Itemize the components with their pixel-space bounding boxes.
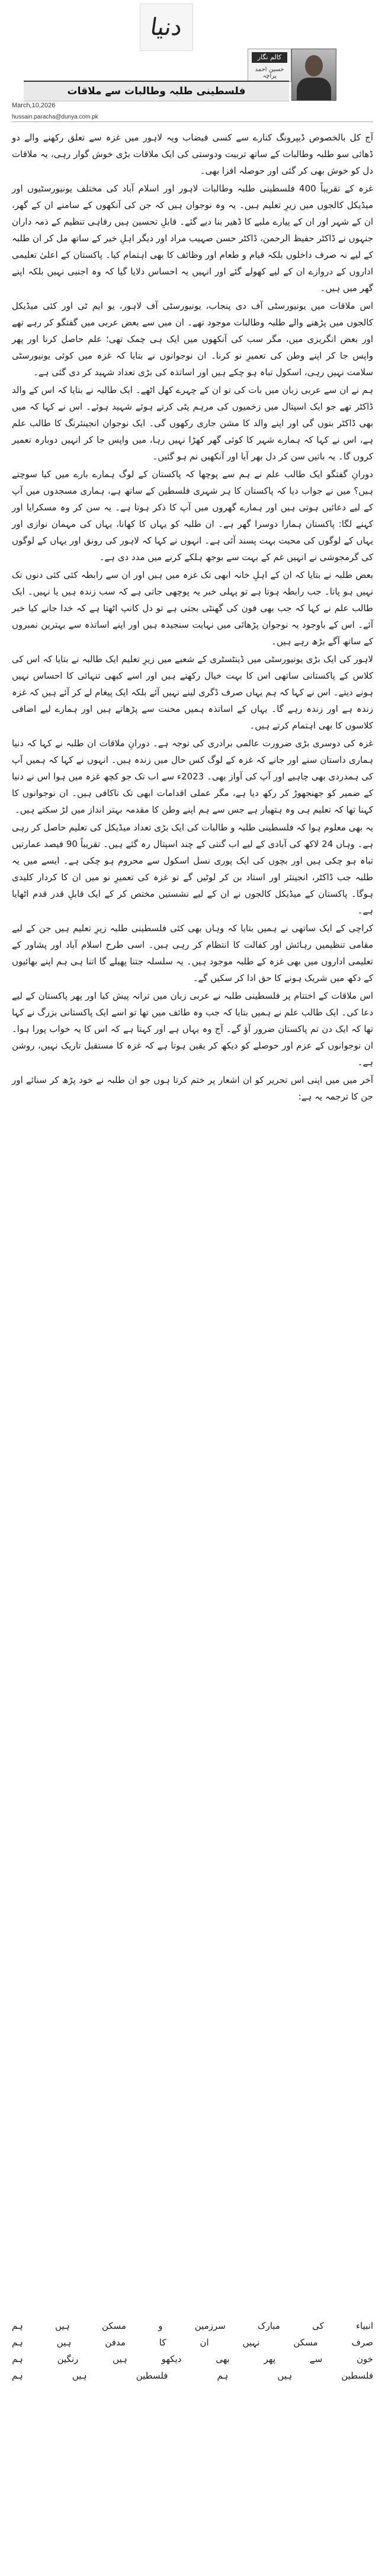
column-headline: فلسطینی طلبہ وطالبات سے ملاقات [24, 81, 289, 101]
verse-word: نہیں [242, 2337, 260, 2348]
verse-word: ہیں [113, 2354, 127, 2364]
paragraph: دورانِ گفتگو ایک طالب علم نے ہم سے پوچھا کہ پاکستان کے لوگ ہمارے بارے میں کیا سوچتے ہیں؟ میں نے جواب دیا کہ پاکستان کا ہر شہری فلسطین کے ساتھ ہے، ہماری مسجدوں میں آپ کے لیے دعائیں ہوتی ہیں اور ہمارے گھروں میں آپ کا ذکر ہوتا ہے۔ یہ سن کر وہ مسکرایا اور کہنے لگا: پاکستان ہمارا دوسرا گھر ہے۔ ان طلبہ کو یہاں کا کھانا، یہاں کی مہمان نوازی اور یہاں کے لوگوں کی محبت بہت پسند آئی ہے۔ انہوں نے کہا کہ لاہور کی رونق اور یہاں کے لوگوں کی گرمجوشی نے انہیں غم کے بہت سے بوجھ ہلکے کرنے میں مدد دی ہے۔ [12, 469, 373, 562]
verse-row [12, 2351, 373, 2367]
verse-word: ہیں [277, 2370, 293, 2381]
verse-word: فلسطین [136, 2370, 168, 2381]
paragraph: غزہ کے تقریباً 400 فلسطینی طلبہ وطالبات لاہور اور اسلام آباد کی مختلف یونیورسٹیوں اور میڈیکل کالجوں میں زیرِ تعلیم ہیں۔ یہ وہ نوجوان ہیں کہ جن کی آنکھوں کے سامنے ان کے گھر، ان کے شہر اور ان کے پیارے ملبے کا ڈھیر بنا دیے گئے۔ قابلِ تحسین ہیں رفاہی تنظیم کے ذمہ داران جنہوں نے ڈاکٹر حفیظ الرحمن، ڈاکٹر حسن صہیب مراد اور دیگر اہلِ خیر کے ساتھ مل کر ان طلبہ کے لیے نہ صرف داخلوں بلکہ قیام و طعام اور وظائف کا بھی اہتمام کیا۔ پاکستان کے اعلیٰ تعلیمی اداروں کے دروازے ان کے لیے کھولے گئے اور انہیں یہ احساس دلایا گیا کہ وہ اجنبی نہیں بلکہ اپنے گھر میں ہیں۔ [12, 183, 373, 293]
paragraph: آج کل بالخصوص ڈیپرونگ کنارے سے کسی فیضاب ویہ لاہور میں غزہ سے تعلق رکھنے والے دو ڈھائی سو طلبہ وطالبات کے ساتھ تربیت ودوستی کی ایک ملاقات بڑی خوش گوار رہی، یہ ملاقات دل کو خوش بھی کر گئی اور حوصلہ افزا بھی۔ [12, 132, 373, 176]
verse-word: ہم [12, 2354, 23, 2364]
paragraph: لاہور کی ایک بڑی یونیورسٹی میں ڈینٹسٹری کے شعبے میں زیرِ تعلیم ایک طالبہ نے بتایا کہ اس کی کلاس کے پاکستانی ساتھی اس کا بہت خیال رکھتے ہیں اور اسے کبھی تنہائی کا احساس نہیں ہونے دیتے۔ اس نے کہا کہ ہم یہاں صرف ڈگری لینے نہیں آئے بلکہ ایک پیغام لے کر آئے ہیں کہ غزہ زندہ ہے اور زندہ رہے گا۔ یہاں کے اساتذہ ہمیں محنت سے پڑھاتے ہیں اور ہمارے لیے اضافی کلاسوں کا بھی اہتمام کرتے ہیں۔ [12, 654, 373, 731]
paragraph: یہ بھی معلوم ہوا کہ فلسطینی طلبہ و طالبات کی ایک بڑی تعداد میڈیکل کی تعلیم حاصل کر رہی ہے۔ وہاں 24 لاکھ کی آبادی کے لیے اب گنتی کے چند اسپتال رہ گئے ہیں۔ تقریباً 90 فیصد عمارتیں تباہ ہو چکی ہیں اور بچوں کی ایک پوری نسل اسکول سے محروم ہو چکی ہے۔ ایسے میں یہ طلبہ جب ڈاکٹر، انجینئر اور استاد بن کر لوٹیں گے تو غزہ کی تعمیرِ نو میں ان کا کردار کلیدی ہوگا۔ پاکستان کے میڈیکل کالجوں نے ان کے لیے نشستیں مختص کر کے ایک قابلِ قدر قدم اٹھایا ہے۔ [12, 822, 374, 916]
publish-date: March,10,2026 [12, 102, 56, 109]
verse-word: انبیاء [355, 2321, 373, 2331]
verse-word: پھر [264, 2354, 275, 2364]
verse-word: ہم [217, 2370, 229, 2381]
paragraph: آخر میں میں اپنی اس تحریر کو ان اشعار پر ختم کرتا ہوں جو ان طلبہ نے خود پڑھ کر سنائے اور جن کا ترجمہ یہ ہے: [12, 1075, 373, 1102]
verse-word: کا [159, 2337, 166, 2348]
verse-word: ان [200, 2337, 209, 2348]
paragraph: اس ملاقات کے اختتام پر فلسطینی طلبہ نے عربی زبان میں ترانہ پیش کیا اور پھر پاکستان کے لیے دعا کی۔ ایک طالب علم نے ہمیں بتایا کہ جب وہ طائف میں تھا تو اسے ایک پاکستانی بزرگ نے کہا تھا کہ ایک دن تم پاکستان ضرور آؤ گے۔ آج وہ یہاں ہے اور کہتا ہے کہ اس کا یہ خواب پورا ہوا۔ ان نوجوانوں کے عزم اور حوصلے کو دیکھ کر یقین ہوتا ہے کہ غزہ کا مستقبل تاریک نہیں، روشن ہے۔ [12, 990, 373, 1068]
article-body [12, 129, 373, 1106]
verse-word: دیکھو [161, 2354, 182, 2364]
verse-word: مسکن [101, 2321, 127, 2331]
verse-word: ہم [12, 2337, 23, 2348]
columnist-portrait [291, 49, 336, 101]
newspaper-logo [140, 4, 193, 51]
verse-word: سے [309, 2354, 323, 2364]
verse-row [12, 2318, 373, 2334]
columnist-name: حسین احمد پراچہ [255, 66, 284, 79]
verse-word: فلسطین [341, 2370, 373, 2381]
columnist-badge-box [248, 49, 291, 82]
verse-word: سرزمین [194, 2321, 226, 2331]
verse-row [12, 2334, 373, 2351]
verse-word: خون [356, 2354, 373, 2364]
verse-word: ہیں [72, 2370, 87, 2381]
verse-word: ہم [12, 2370, 23, 2381]
columnist-email: hussain.paracha@dunya.com.pk [12, 114, 373, 122]
closing-verses [12, 2318, 373, 2384]
verse-word: مبارک [258, 2321, 280, 2331]
verse-word: کی [312, 2321, 324, 2331]
verse-row [12, 2367, 373, 2384]
paragraph: بعض طلبہ نے بتایا کہ ان کے اہلِ خانہ ابھی تک غزہ میں ہیں اور ان سے رابطہ کئی کئی دنوں تک نہیں ہو پاتا۔ جب رابطہ ہوتا ہے تو پہلی خبر یہ پوچھی جاتی ہے کہ سب زندہ ہیں یا نہیں۔ ایک طالب علم نے کہا کہ جب بھی فون کی گھنٹی بجتی ہے تو دل کانپ اٹھتا ہے کہ خدا جانے کیا خبر آئے۔ اس کے باوجود یہ نوجوان پڑھائی میں نہایت سنجیدہ ہیں اور اپنے اساتذہ سے بہترین نمبروں کے ساتھ آگے بڑھ رہے ہیں۔ [12, 570, 373, 647]
verse-word: ہیں [56, 2337, 72, 2348]
verse-word: صرف [351, 2337, 373, 2348]
verse-word: مسکن [293, 2337, 318, 2348]
logo-text: دنیا [149, 14, 184, 41]
verse-word: رنگین [57, 2354, 79, 2364]
paragraph: غزہ کی دوسری بڑی ضرورت عالمی برادری کی توجہ ہے۔ دورانِ ملاقات ان طلبہ نے کہا کہ دنیا ہماری داستان سنے اور جانے کہ غزہ کے لوگ کس حال میں زندہ ہیں۔ انہوں نے کہا کہ ہمیں آپ کی ہمدردی بھی چاہیے اور آپ کی آواز بھی۔ 2023ء سے اب تک جو کچھ غزہ میں ہوا اس نے دنیا کے ضمیر کو جھنجھوڑ کر رکھ دیا ہے، مگر عملی اقدامات ابھی تک ناکافی ہیں۔ ان نوجوانوں کا کہنا تھا کہ تعلیم ہی وہ ہتھیار ہے جس سے ہم اپنے وطن کا مقدمہ بہتر انداز میں لڑ سکتے ہیں۔ [12, 738, 374, 815]
verse-word: ہیں [55, 2321, 70, 2331]
paragraph: ہم نے ان سے عربی زبان میں بات کی تو ان کے چہرے کھل اٹھے۔ ایک طالبہ نے بتایا کہ اس کے والد ڈاکٹر تھے جو ایک اسپتال میں زخمیوں کی مرہم پٹی کرتے ہوئے شہید ہوئے۔ اس نے کہا کہ میں بھی ڈاکٹر بنوں گی اور اپنے والد کا مشن جاری رکھوں گی۔ ایک نوجوان انجینئرنگ کا طالب علم ہے، اس نے کہا کہ ہمارے شہر کا کوئی گھر کھڑا نہیں رہا، میں واپس جا کر انہیں دوبارہ تعمیر کروں گا۔ یہ باتیں سن کر دل بھر آیا اور آنکھیں نم ہو گئیں۔ [12, 385, 373, 462]
columnist-badge: کالم نگار [252, 52, 287, 63]
paragraph: اس ملاقات میں یونیورسٹی آف دی پنجاب، یونیورسٹی آف لاہور، یو ایم ٹی اور کئی میڈیکل کالجوں میں پڑھنے والے طلبہ وطالبات موجود تھے۔ ان میں سے بعض عربی میں گفتگو کر رہے تھے اور بعض انگریزی میں، مگر سب کی آنکھوں میں ایک ہی چمک تھی؛ علم حاصل کرنا اور پھر واپس جا کر اپنے وطن کی تعمیرِ نو کرنا۔ ان نوجوانوں نے بتایا کہ غزہ میں کوئی یونیورسٹی سلامت نہیں رہی، اسکول تباہ ہو چکے ہیں اور اساتذہ کی بڑی تعداد شہید کر دی گئی ہے۔ [12, 301, 373, 378]
masthead [0, 0, 385, 120]
verse-word: و [158, 2321, 163, 2331]
verse-word: مدفن [105, 2337, 126, 2348]
verse-word: بھی [216, 2354, 230, 2364]
paragraph: کراچی کے ایک ساتھی نے ہمیں بتایا کہ وہاں بھی کئی فلسطینی طلبہ زیرِ تعلیم ہیں جن کے لیے مقامی تنظیمیں رہائش اور کفالت کا انتظام کر رہی ہیں۔ اسی طرح اسلام آباد اور پشاور کے تعلیمی اداروں میں بھی غزہ کے طلبہ موجود ہیں۔ یہ سلسلہ جتنا پھیلے گا اتنا ہی ہم اپنے بھائیوں کے دکھ میں شریک ہونے کا حق ادا کر سکیں گے۔ [12, 923, 373, 983]
verse-word: ہم [12, 2321, 23, 2331]
